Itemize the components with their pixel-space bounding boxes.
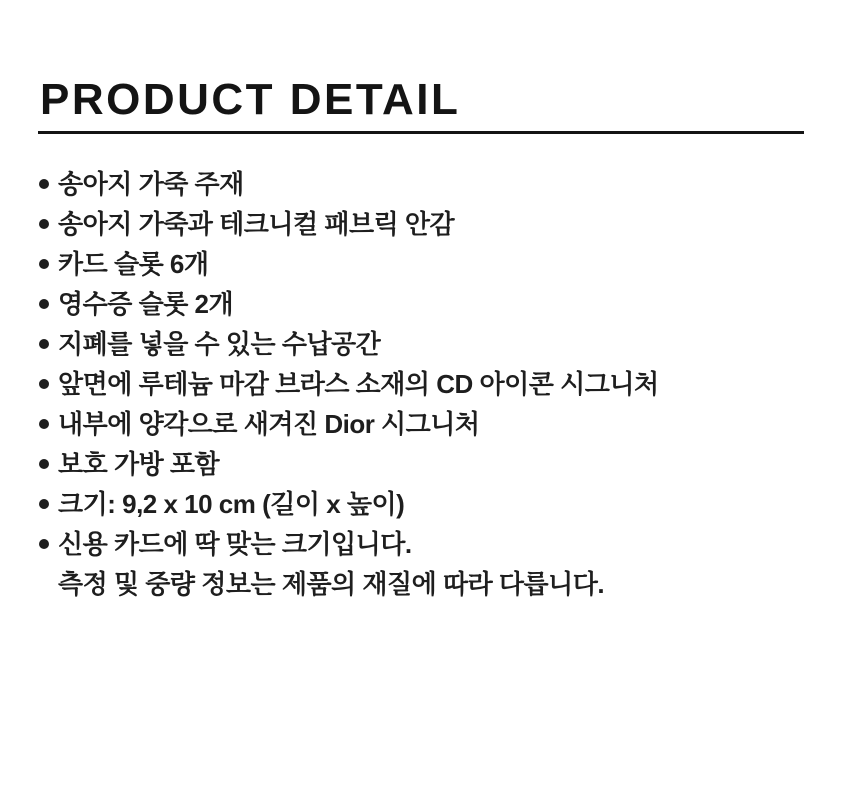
detail-item-line: 카드 슬롯 6개: [58, 249, 209, 279]
bullet-icon: [39, 299, 49, 309]
detail-item-text: [58, 324, 380, 364]
detail-item-line: 내부에 양각으로 새겨진 Dior 시그니처: [58, 409, 480, 439]
detail-item-line: 송아지 가죽 주재: [58, 169, 244, 199]
product-detail-section: [0, 75, 860, 787]
bullet-icon: [39, 539, 49, 549]
detail-list-item: [38, 484, 804, 524]
detail-item-text: [58, 364, 659, 404]
bullet-icon: [39, 419, 49, 429]
detail-item-text: [58, 164, 244, 204]
page-title: PRODUCT DETAIL: [40, 75, 461, 124]
detail-item-text: [58, 524, 604, 604]
detail-list-item: [38, 444, 804, 484]
bullet-icon: [39, 259, 49, 269]
bullet-icon: [39, 179, 49, 189]
bullet-icon: [39, 459, 49, 469]
detail-list-item: [38, 364, 804, 404]
detail-list-item: [38, 324, 804, 364]
detail-item-text: [58, 244, 209, 284]
detail-list-item: [38, 404, 804, 444]
detail-list-item: [38, 244, 804, 284]
detail-item-text: [58, 444, 219, 484]
bullet-icon: [39, 379, 49, 389]
bullet-icon: [39, 499, 49, 509]
bullet-icon: [39, 219, 49, 229]
detail-list-item: [38, 284, 804, 324]
detail-item-text: [58, 484, 404, 524]
detail-item-line: 신용 카드에 딱 맞는 크기입니다.: [58, 529, 412, 559]
detail-item-line: 크기: 9,2 x 10 cm (길이 x 높이): [58, 489, 405, 519]
title-divider: [38, 131, 804, 134]
detail-item-line: 보호 가방 포함: [58, 449, 220, 479]
detail-item-line: 송아지 가죽과 테크니컬 패브릭 안감: [58, 209, 455, 239]
detail-item-line: 영수증 슬롯 2개: [58, 289, 234, 319]
detail-list-item: [38, 204, 804, 244]
detail-item-line: 지폐를 넣을 수 있는 수납공간: [58, 329, 381, 359]
detail-item-text: [58, 284, 233, 324]
detail-item-line: 앞면에 루테늄 마감 브라스 소재의 CD 아이콘 시그니처: [58, 369, 659, 399]
detail-item-text: [58, 404, 480, 444]
product-detail-list: [38, 164, 804, 604]
detail-item-continuation-line: 측정 및 중량 정보는 제품의 재질에 따라 다릅니다.: [58, 569, 605, 599]
detail-item-text: [58, 204, 454, 244]
bullet-icon: [39, 339, 49, 349]
detail-list-item: [38, 524, 804, 604]
detail-list-item: [38, 164, 804, 204]
